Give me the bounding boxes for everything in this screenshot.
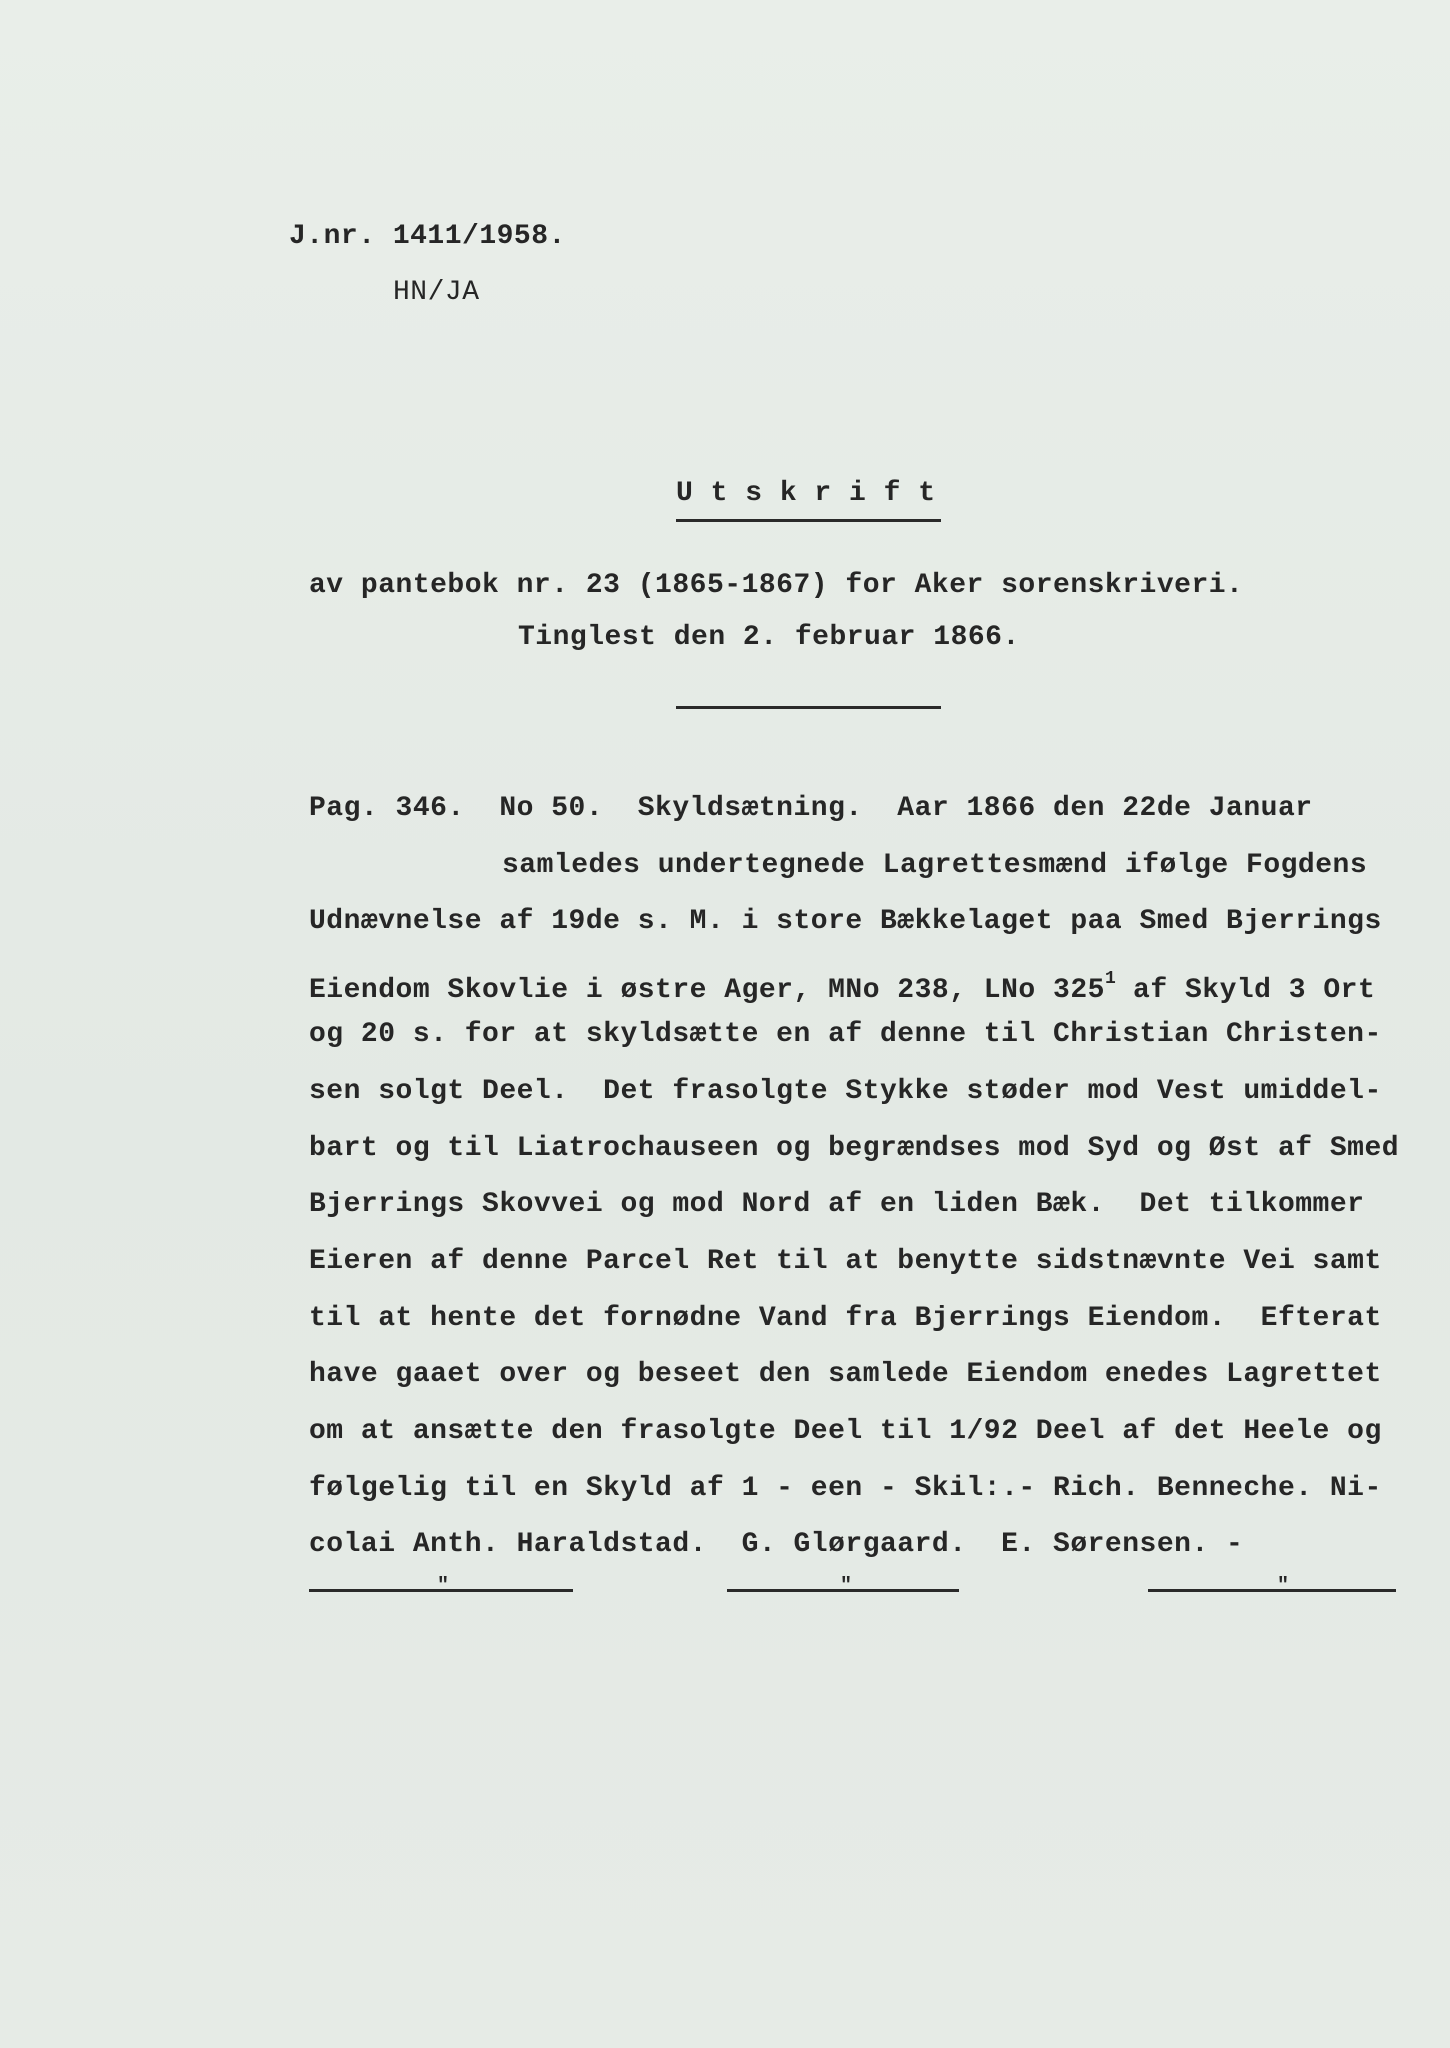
subtitle-line-1: av pantebok nr. 23 (1865-1867) for Aker sorenskriveri.: [309, 570, 1244, 601]
ditto-mark-2: ": [840, 1575, 853, 1598]
journal-number: J.nr. 1411/1958.: [289, 221, 566, 252]
body-line-text: Eiendom Skovlie i østre Ager, MNo 238, LNo 325: [309, 975, 1105, 1006]
document-title: U t s k r i f t: [676, 478, 936, 509]
body-line: colai Anth. Haraldstad. G. Glørgaard. E. Sørensen. -: [309, 1529, 1244, 1560]
body-line: til at hente det fornødne Vand fra Bjerrings Eiendom. Efterat: [309, 1303, 1382, 1334]
section-divider: [676, 706, 941, 709]
ditto-mark-3: ": [1277, 1575, 1290, 1598]
body-line: samledes undertegnede Lagrettesmænd ifølge Fogdens: [502, 850, 1368, 881]
body-line-tail: af Skyld 3 Ort: [1115, 975, 1376, 1006]
body-line: sen solgt Deel. Det frasolgte Stykke støder mod Vest umiddel-: [309, 1076, 1382, 1107]
body-line: [309, 962, 1375, 1008]
initials: HN/JA: [393, 277, 480, 308]
subtitle-line-2: Tinglest den 2. februar 1866.: [518, 622, 1020, 653]
body-line: have gaaet over og beseet den samlede Eiendom enedes Lagrettet: [309, 1359, 1382, 1390]
body-line: og 20 s. for at skyldsætte en af denne til Christian Christen-: [309, 1019, 1382, 1050]
body-line: Udnævnelse af 19de s. M. i store Bækkelaget paa Smed Bjerrings: [309, 906, 1382, 937]
body-line: følgelig til en Skyld af 1 - een - Skil:.- Rich. Benneche. Ni-: [309, 1473, 1382, 1504]
fraction-superscript: 1: [1104, 969, 1116, 989]
body-line: om at ansætte den frasolgte Deel til 1/92 Deel af det Heele og: [309, 1416, 1382, 1447]
ditto-mark-1: ": [437, 1575, 450, 1598]
body-line: Bjerrings Skovvei og mod Nord af en liden Bæk. Det tilkommer: [309, 1189, 1365, 1220]
body-line: Eieren af denne Parcel Ret til at benytte sidstnævnte Vei samt: [309, 1246, 1382, 1277]
body-line: Pag. 346. No 50. Skyldsætning. Aar 1866 den 22de Januar: [309, 793, 1313, 824]
title-underline: [676, 519, 941, 522]
signature-line-3: [1148, 1589, 1396, 1592]
body-line: bart og til Liatrochauseen og begrændses mod Syd og Øst af Smed: [309, 1133, 1400, 1164]
